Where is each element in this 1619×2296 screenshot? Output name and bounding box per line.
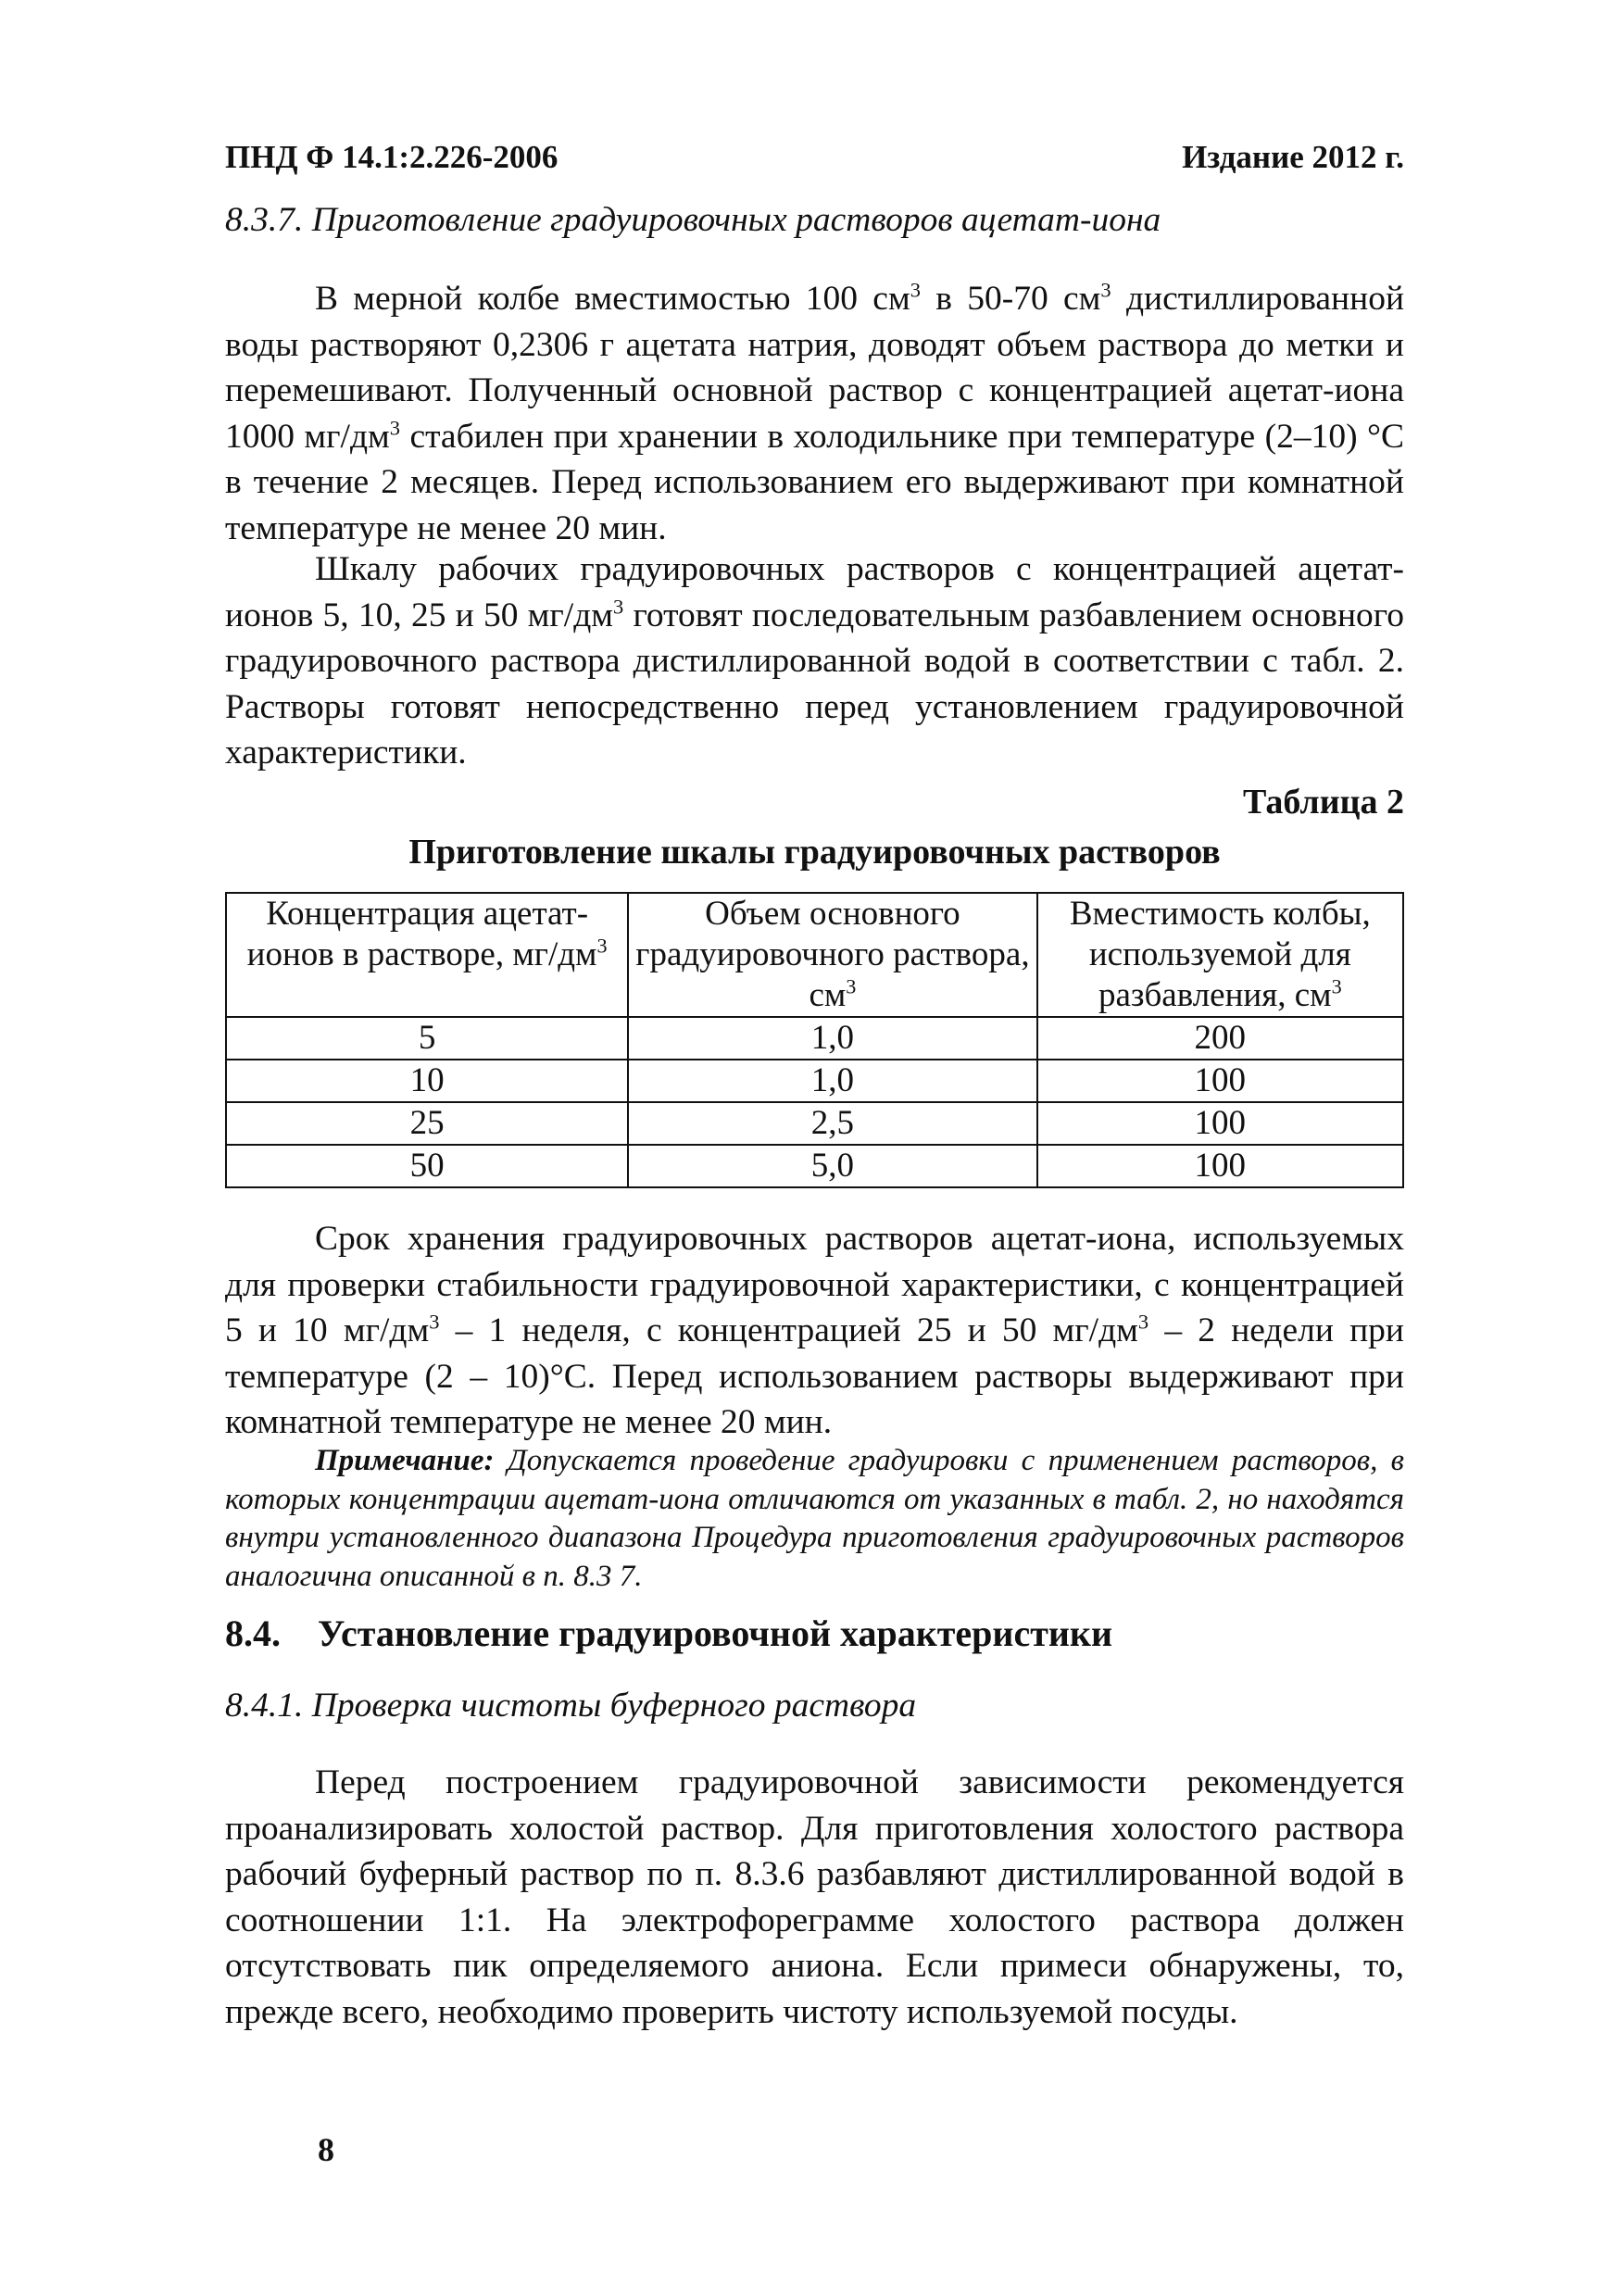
- column-header-flask-capacity: Вместимость колбы, используемой для разбавления, $см^3$: [1037, 893, 1403, 1017]
- table-cell: 1,0: [628, 1060, 1036, 1102]
- section-8-4-number: 8.4.: [225, 1612, 281, 1654]
- column-header-concentration: Концентрация ацетат-ионов в растворе, $мг/дм^3$: [226, 893, 628, 1017]
- table-row: [226, 1145, 1403, 1187]
- calibration-table: [225, 892, 1404, 1188]
- table-row: [226, 1017, 1403, 1060]
- table-cell: 50: [226, 1145, 628, 1187]
- paragraph-buffer-purity: Перед построением градуировочной зависимости рекомендуется проанализировать холостой раствор. Для приготовления холостого раствора рабочий буферный раствор по п. 8.3.6 разбавляют дистиллированной водой в соотношении 1:1. На электрофореграмме холостого раствора должен отсутствовать пик определяемого аниона. Если примеси обнаружены, то, прежде всего, необходимо проверить чистоту используемой посуды.: [225, 1763, 1404, 2031]
- page-number: 8: [318, 2131, 334, 2168]
- paragraph-working-scale: Шкалу рабочих градуировочных растворов с концентрацией ацетат-ионов 5, 10, 25 и 50 $мг/дм^3$ готовят последовательным разбавлением основного градуировочного раствора дистиллированной водой в соответствии с табл. 2. Растворы готовят непосредственно перед установлением градуировочной характеристики.: [225, 550, 1404, 772]
- table-header-row: [226, 893, 1403, 1017]
- table-cell: 2,5: [628, 1102, 1036, 1145]
- column-header-stock-volume: Объем основного градуировочного раствора, $см^3$: [628, 893, 1036, 1017]
- table-cell: 100: [1037, 1060, 1403, 1102]
- section-8-4-1-heading: 8.4.1. Проверка чистоты буферного раствора: [225, 1687, 917, 1725]
- table-row: [226, 1102, 1403, 1145]
- table-cell: 5,0: [628, 1145, 1036, 1187]
- table-cell: 1,0: [628, 1017, 1036, 1060]
- note-paragraph: Примечание: Допускается проведение градуировки с применением растворов, в которых концентрации ацетат-иона отличаются от указанных в табл. 2, но находятся внутри установленного диапазона Процедура приготовления градуировочных растворов аналогична описанной в п. 8.3 7.: [225, 1444, 1404, 1593]
- section-8-4-title: Установление градуировочной характеристики: [318, 1612, 1112, 1654]
- table-cell: 100: [1037, 1102, 1403, 1145]
- table-cell: 10: [226, 1060, 628, 1102]
- table-row: [226, 1060, 1403, 1102]
- document-code: ПНД Ф 14.1:2.226-2006: [225, 139, 558, 175]
- section-8-3-7-heading: 8.3.7. Приготовление градуировочных растворов ацетат-иона: [225, 201, 1161, 239]
- table-cell: 100: [1037, 1145, 1403, 1187]
- edition-label: Издание 2012 г.: [1182, 139, 1404, 175]
- paragraph-stock-solution: В мерной колбе вместимостью 100 $см^3$ в 50-70 $см^3$ дистиллированной воды растворяют 0,2306 г ацетата натрия, доводят объем раствора до метки и перемешивают. Полученный основной раствор с концентрацией ацетат-иона 1000 $мг/дм^3$ стабилен при хранении в холодильнике при температуре (2–10) °С в течение 2 месяцев. Перед использованием его выдерживают при комнатной температуре не менее 20 мин.: [225, 278, 1405, 547]
- table-cell: 200: [1037, 1017, 1403, 1060]
- table-title: Приготовление шкалы градуировочных растворов: [408, 833, 1221, 872]
- note-label: Примечание:: [315, 1444, 495, 1477]
- table-cell: 5: [226, 1017, 628, 1060]
- table-cell: 25: [226, 1102, 628, 1145]
- paragraph-storage-period: Срок хранения градуировочных растворов ацетат-иона, используемых для проверки стабильности градуировочной характеристики, с концентрацией 5 и 10 $мг/дм^3 - 1$ неделя, с концентрацией 25 и 50 $мг/дм^3 - 2$ недели при температуре (2 – 10)°С. Перед использованием растворы выдерживают при комнатной температуре не менее 20 мин.: [225, 1220, 1404, 1441]
- table-number: Таблица 2: [1242, 783, 1404, 822]
